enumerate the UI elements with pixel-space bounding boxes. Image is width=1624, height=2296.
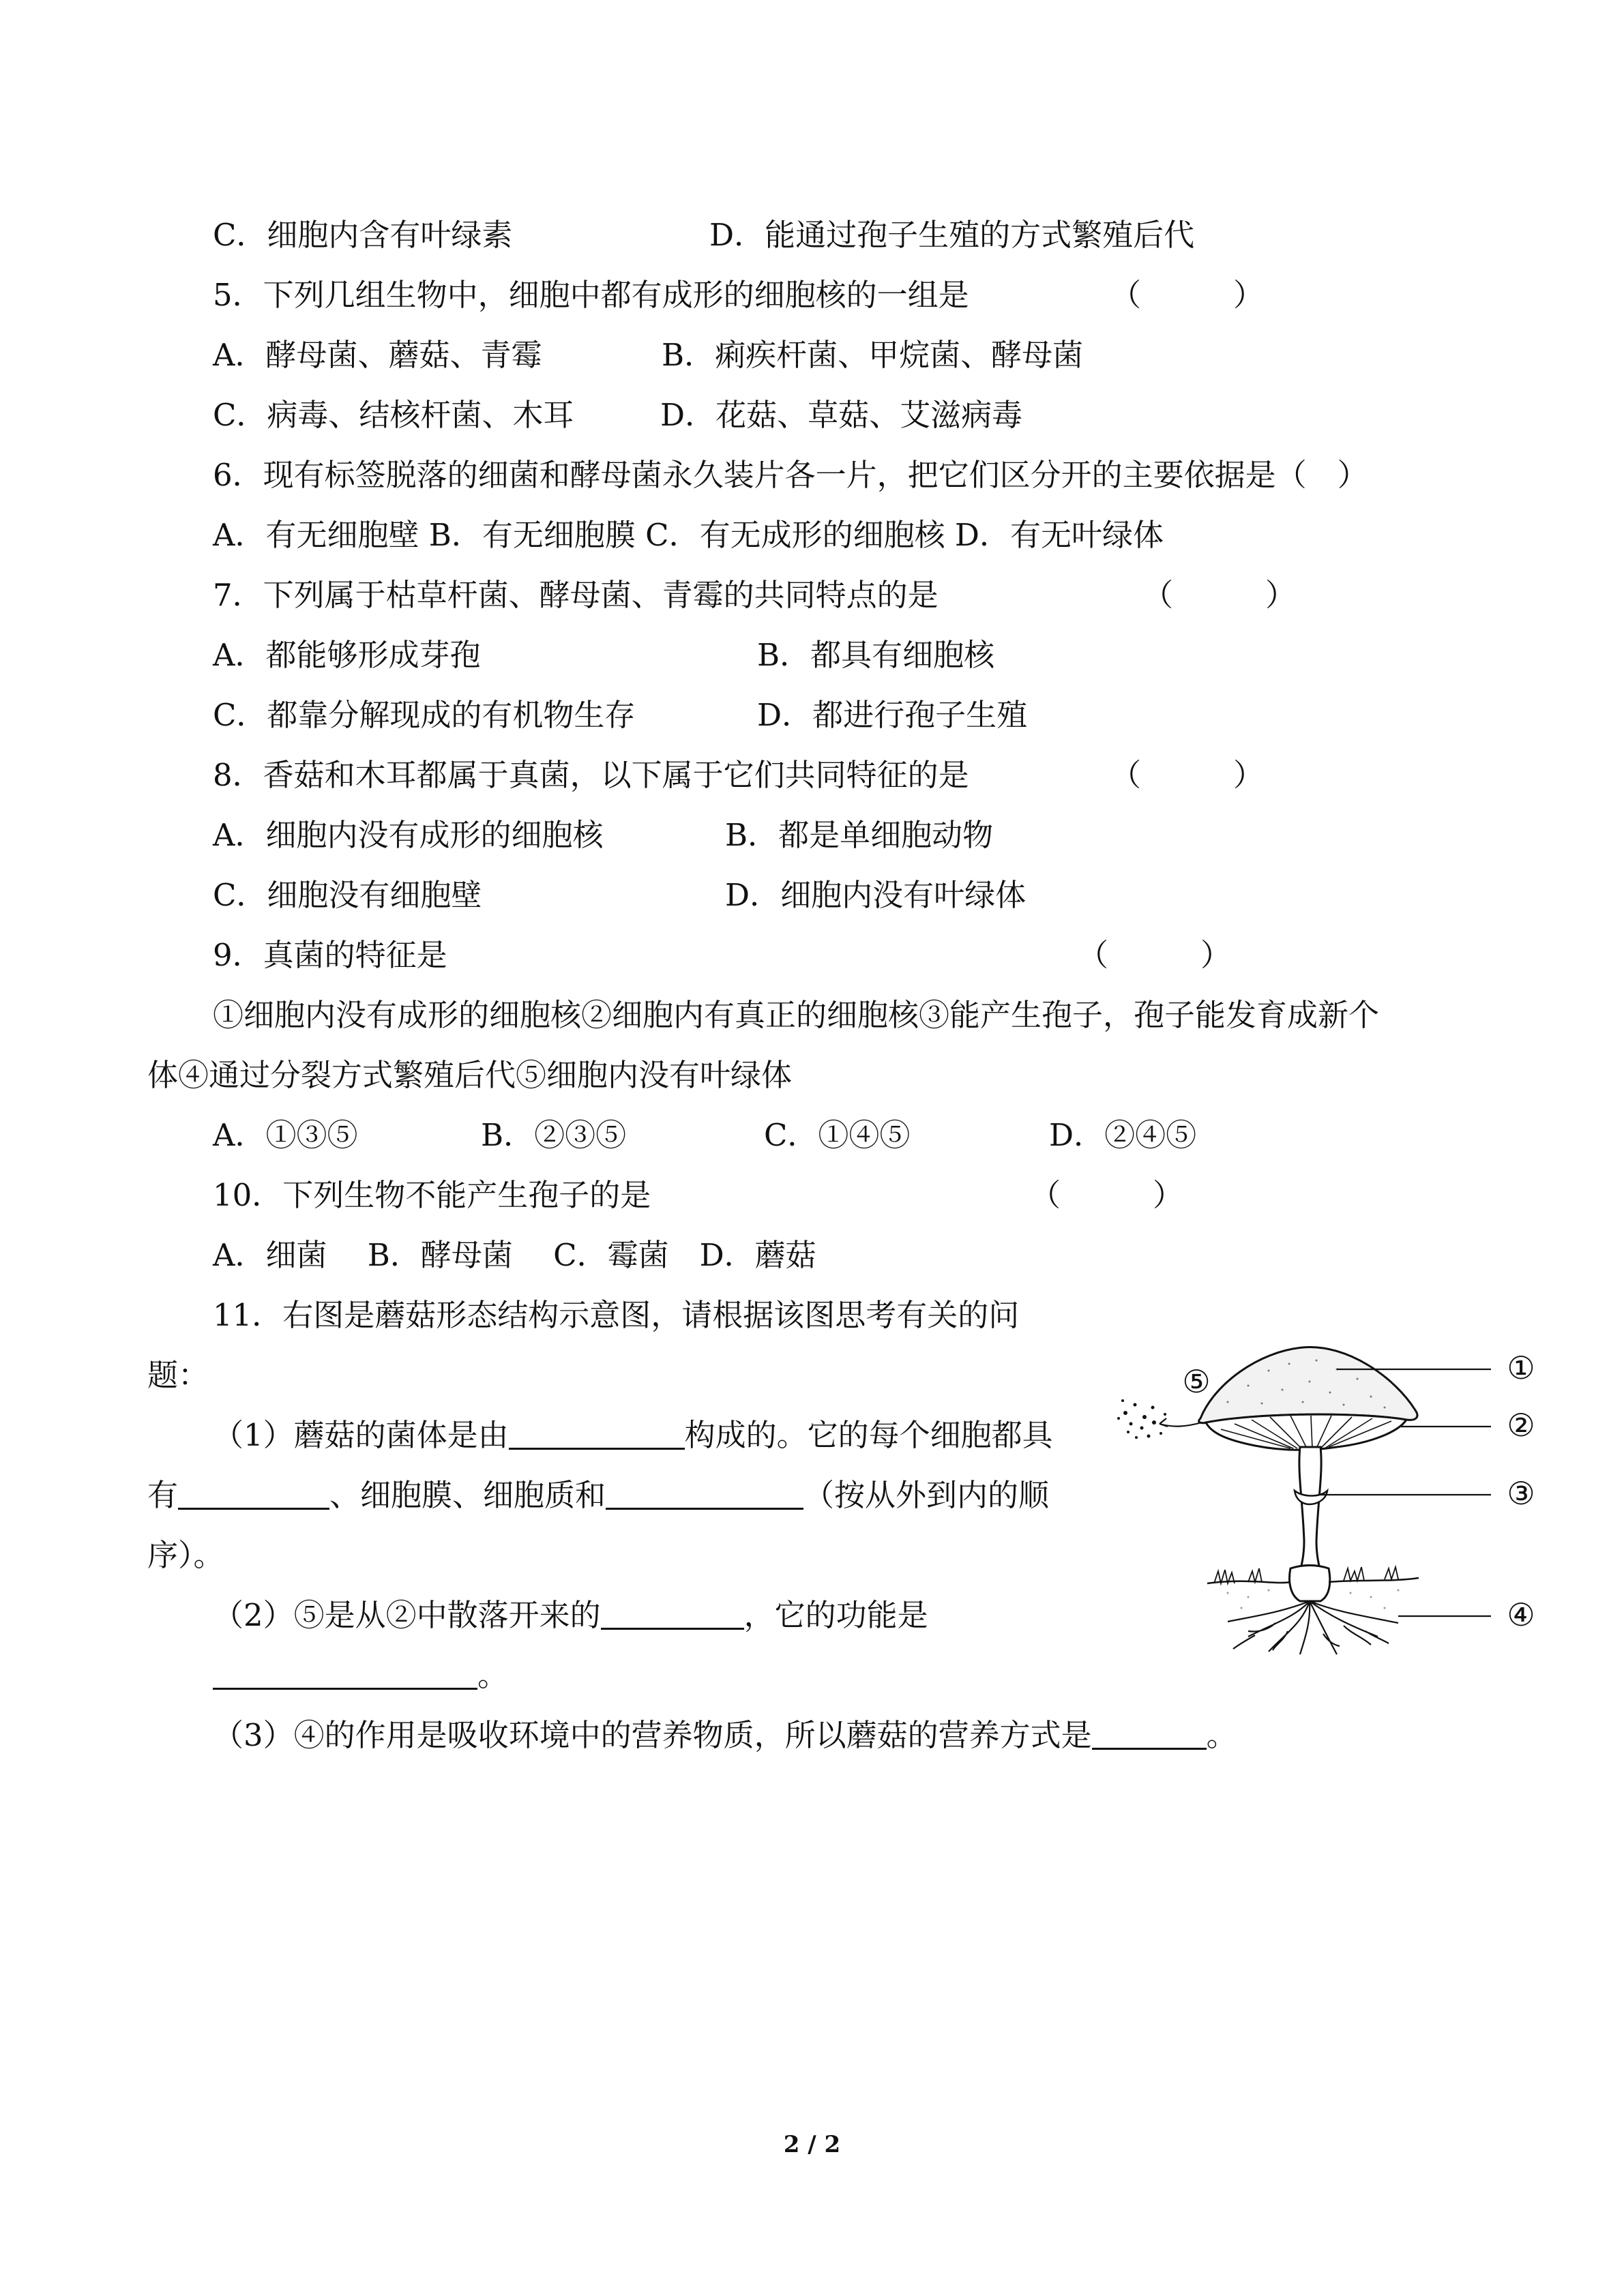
- q11-part1-text-b: 构成的。它的每个细胞都具: [684, 1417, 1053, 1453]
- q5-option-d: D．花菇、草菇、艾滋病毒: [660, 397, 1023, 433]
- mushroom-diagram: [1112, 1337, 1541, 1657]
- q11-stem-line1: 11．右图是蘑菇形态结构示意图，请根据该图思考有关的问: [213, 1297, 1020, 1333]
- q7-option-d: D．都进行孢子生殖: [757, 697, 1028, 733]
- q11-part2-text-b: ，它的功能是: [743, 1597, 928, 1633]
- q9-option-a: A．①③⑤: [213, 1117, 358, 1153]
- q11-part3-line: [213, 1715, 1237, 1756]
- q11-stem-line2: 题：: [147, 1357, 209, 1393]
- page-number: 2 / 2: [783, 2131, 841, 2158]
- q6-stem: 6．现有标签脱落的细菌和酵母菌永久装片各一片，把它们区分开的主要依据是（ ）: [213, 457, 1368, 493]
- mushroom-stalk: [1297, 1447, 1323, 1579]
- q7-option-c: C．都靠分解现成的有机物生存: [213, 697, 636, 733]
- q5-answer-paren: （ ）: [1110, 277, 1265, 313]
- q8-option-d: D．细胞内没有叶绿体: [725, 877, 1027, 913]
- q9-option-d: D．②④⑤: [1049, 1117, 1197, 1153]
- q5-option-a: A．酵母菌、蘑菇、青霉: [213, 337, 542, 373]
- label-3: ③: [1507, 1475, 1535, 1512]
- q4-option-c: C．细胞内含有叶绿素: [213, 217, 513, 253]
- q11-part2-blank-1[interactable]: [601, 1600, 744, 1630]
- q11-part2-line2: [213, 1655, 508, 1696]
- q11-part3-text-a: （3）④的作用是吸收环境中的营养物质，所以蘑菇的营养方式是: [213, 1717, 1092, 1753]
- q8-stem: 8．香菇和木耳都属于真菌，以下属于它们共同特征的是: [213, 757, 969, 793]
- mushroom-hyphae: [1228, 1601, 1398, 1654]
- q11-part3-text-b: 。: [1206, 1717, 1237, 1753]
- label-5: ⑤: [1182, 1363, 1211, 1400]
- q9-statements-line2: 体④通过分裂方式繁殖后代⑤细胞内没有叶绿体: [147, 1057, 793, 1093]
- mushroom-base: [1290, 1566, 1330, 1602]
- q9-option-c: C．①④⑤: [764, 1117, 911, 1153]
- q10-options: A．细菌 B．酵母菌 C．霉菌 D．蘑菇: [213, 1237, 816, 1273]
- q11-part2-blank-2[interactable]: [213, 1660, 477, 1690]
- mushroom-gills: [1206, 1414, 1406, 1450]
- q8-option-c: C．细胞没有细胞壁: [213, 877, 482, 913]
- label-2: ②: [1507, 1407, 1535, 1444]
- q7-option-b: B．都具有细胞核: [757, 637, 995, 673]
- label-1: ①: [1507, 1350, 1535, 1386]
- q11-part1-text-d: 、细胞膜、细胞质和: [329, 1477, 606, 1513]
- q10-stem: 10．下列生物不能产生孢子的是: [213, 1177, 651, 1213]
- q7-option-a: A．都能够形成芽孢: [213, 637, 481, 673]
- q8-option-a: A．细胞内没有成形的细胞核: [213, 817, 604, 853]
- spore-dots: [1117, 1399, 1166, 1439]
- q11-part1-blank-2[interactable]: [178, 1480, 329, 1510]
- q5-stem: 5．下列几组生物中，细胞中都有成形的细胞核的一组是: [213, 277, 969, 313]
- q11-part1-line1: [213, 1415, 1053, 1456]
- q7-stem: 7．下列属于枯草杆菌、酵母菌、青霉的共同特点的是: [213, 577, 939, 613]
- q11-part1-line2: [147, 1475, 1049, 1516]
- q11-part2-text-c: 。: [477, 1657, 509, 1693]
- q9-option-b: B．②③⑤: [481, 1117, 627, 1153]
- q11-part1-text-a: （1）蘑菇的菌体是由: [213, 1417, 509, 1453]
- q10-answer-paren: （ ）: [1030, 1177, 1184, 1213]
- q6-options: A．有无细胞壁 B．有无细胞膜 C．有无成形的细胞核 D．有无叶绿体: [213, 517, 1164, 553]
- q5-option-c: C．病毒、结核杆菌、木耳: [213, 397, 574, 433]
- q8-answer-paren: （ ）: [1110, 757, 1265, 793]
- q11-part3-blank[interactable]: [1092, 1720, 1207, 1750]
- q7-answer-paren: （ ）: [1142, 577, 1297, 613]
- q5-option-b: B．痢疾杆菌、甲烷菌、酵母菌: [662, 337, 1084, 373]
- q11-part1-blank-1[interactable]: [509, 1420, 685, 1450]
- mushroom-cap: [1199, 1347, 1417, 1423]
- q11-part1-text-e: （按从外到内的顺: [803, 1477, 1050, 1513]
- q11-part1-blank-3[interactable]: [606, 1480, 803, 1510]
- q9-statements-line1: ①细胞内没有成形的细胞核②细胞内有真正的细胞核③能产生孢子，孢子能发育成新个: [213, 997, 1380, 1033]
- q11-part2-line1: [213, 1595, 928, 1636]
- q9-stem: 9．真菌的特征是: [213, 937, 447, 973]
- q11-part1-text-f: 序）。: [147, 1537, 224, 1573]
- q9-answer-paren: （ ）: [1078, 937, 1232, 973]
- q11-part2-text-a: （2）⑤是从②中散落开来的: [213, 1597, 601, 1633]
- q11-part1-text-c: 有: [147, 1477, 179, 1513]
- mushroom-drawing: [1117, 1347, 1491, 1654]
- q8-option-b: B．都是单细胞动物: [725, 817, 994, 853]
- label-4: ④: [1507, 1596, 1535, 1633]
- q4-option-d: D．能通过孢子生殖的方式繁殖后代: [709, 217, 1195, 253]
